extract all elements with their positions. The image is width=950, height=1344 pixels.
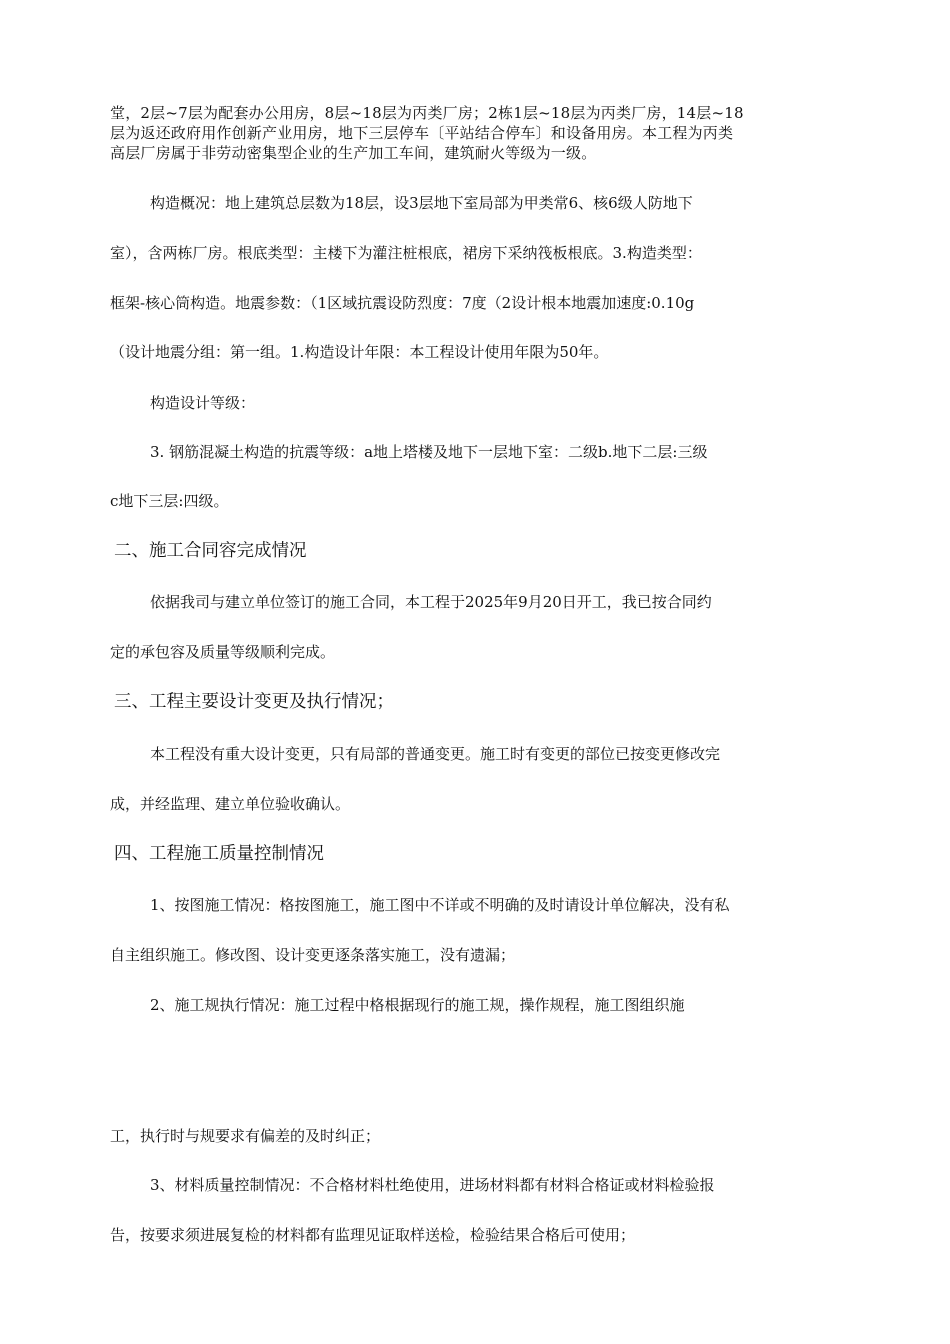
section-heading: 三、工程主要设计变更及执行情况；: [114, 692, 394, 712]
paragraph-line: 本工程没有重大设计变更，只有局部的普通变更。施工时有变更的部位已按变更修改完: [150, 745, 721, 763]
paragraph-line: 成，并经监理、建立单位验收确认。: [110, 795, 351, 813]
paragraph-line: 告，按要求须进展复检的材料都有监理见证取样送检，检验结果合格后可使用；: [110, 1226, 636, 1244]
paragraph-line: c地下三层:四级。: [110, 492, 229, 510]
paragraph-line: 构造设计等级：: [150, 394, 256, 412]
section-heading: 二、施工合同容完成情况: [114, 541, 307, 561]
paragraph-line: 1、按图施工情况：格按图施工，施工图中不详或不明确的及时请设计单位解决，没有私: [150, 896, 730, 914]
paragraph-line: （设计地震分组：第一组。1.构造设计年限：本工程设计使用年限为50年。: [110, 343, 609, 361]
paragraph-line: 堂，2层~7层为配套办公用房，8层~18层为丙类厂房；2栋1层~18层为丙类厂房，14层~18: [110, 104, 744, 122]
paragraph-line: 3. 钢筋混凝土构造的抗震等级：a地上塔楼及地下一层地下室：二级b.地下二层:三级: [150, 443, 708, 461]
section-heading: 四、工程施工质量控制情况: [114, 844, 324, 864]
paragraph-line: 2、施工规执行情况：施工过程中格根据现行的施工规，操作规程，施工图组织施: [150, 996, 685, 1014]
paragraph-line: 室），含两栋厂房。根底类型：主楼下为灌注桩根底，裙房下采纳筏板根底。3.构造类型：: [110, 244, 702, 262]
paragraph-line: 构造概况：地上建筑总层数为18层，设3层地下室局部为甲类常6、核6级人防地下: [150, 194, 693, 212]
paragraph-line: 自主组织施工。修改图、设计变更逐条落实施工，没有遗漏；: [110, 946, 516, 964]
paragraph-line: 工，执行时与规要求有偏差的及时纠正；: [110, 1127, 381, 1145]
paragraph-line: 层为返还政府用作创新产业用房，地下三层停车〔平站结合停车〕和设备用房。本工程为丙类: [110, 124, 734, 142]
paragraph-line: 定的承包容及质量等级顺利完成。: [110, 643, 336, 661]
paragraph-line: 3、材料质量控制情况：不合格材料杜绝使用，进场材料都有材料合格证或材料检验报: [150, 1176, 715, 1194]
paragraph-line: 依据我司与建立单位签订的施工合同，本工程于2025年9月20日开工，我已按合同约: [150, 593, 712, 611]
paragraph-line: 框架-核心筒构造。地震参数：（1区域抗震设防烈度：7度（2设计根本地震加速度:0.10g: [110, 294, 695, 312]
paragraph-line: 高层厂房属于非劳动密集型企业的生产加工车间，建筑耐火等级为一级。: [110, 144, 597, 162]
